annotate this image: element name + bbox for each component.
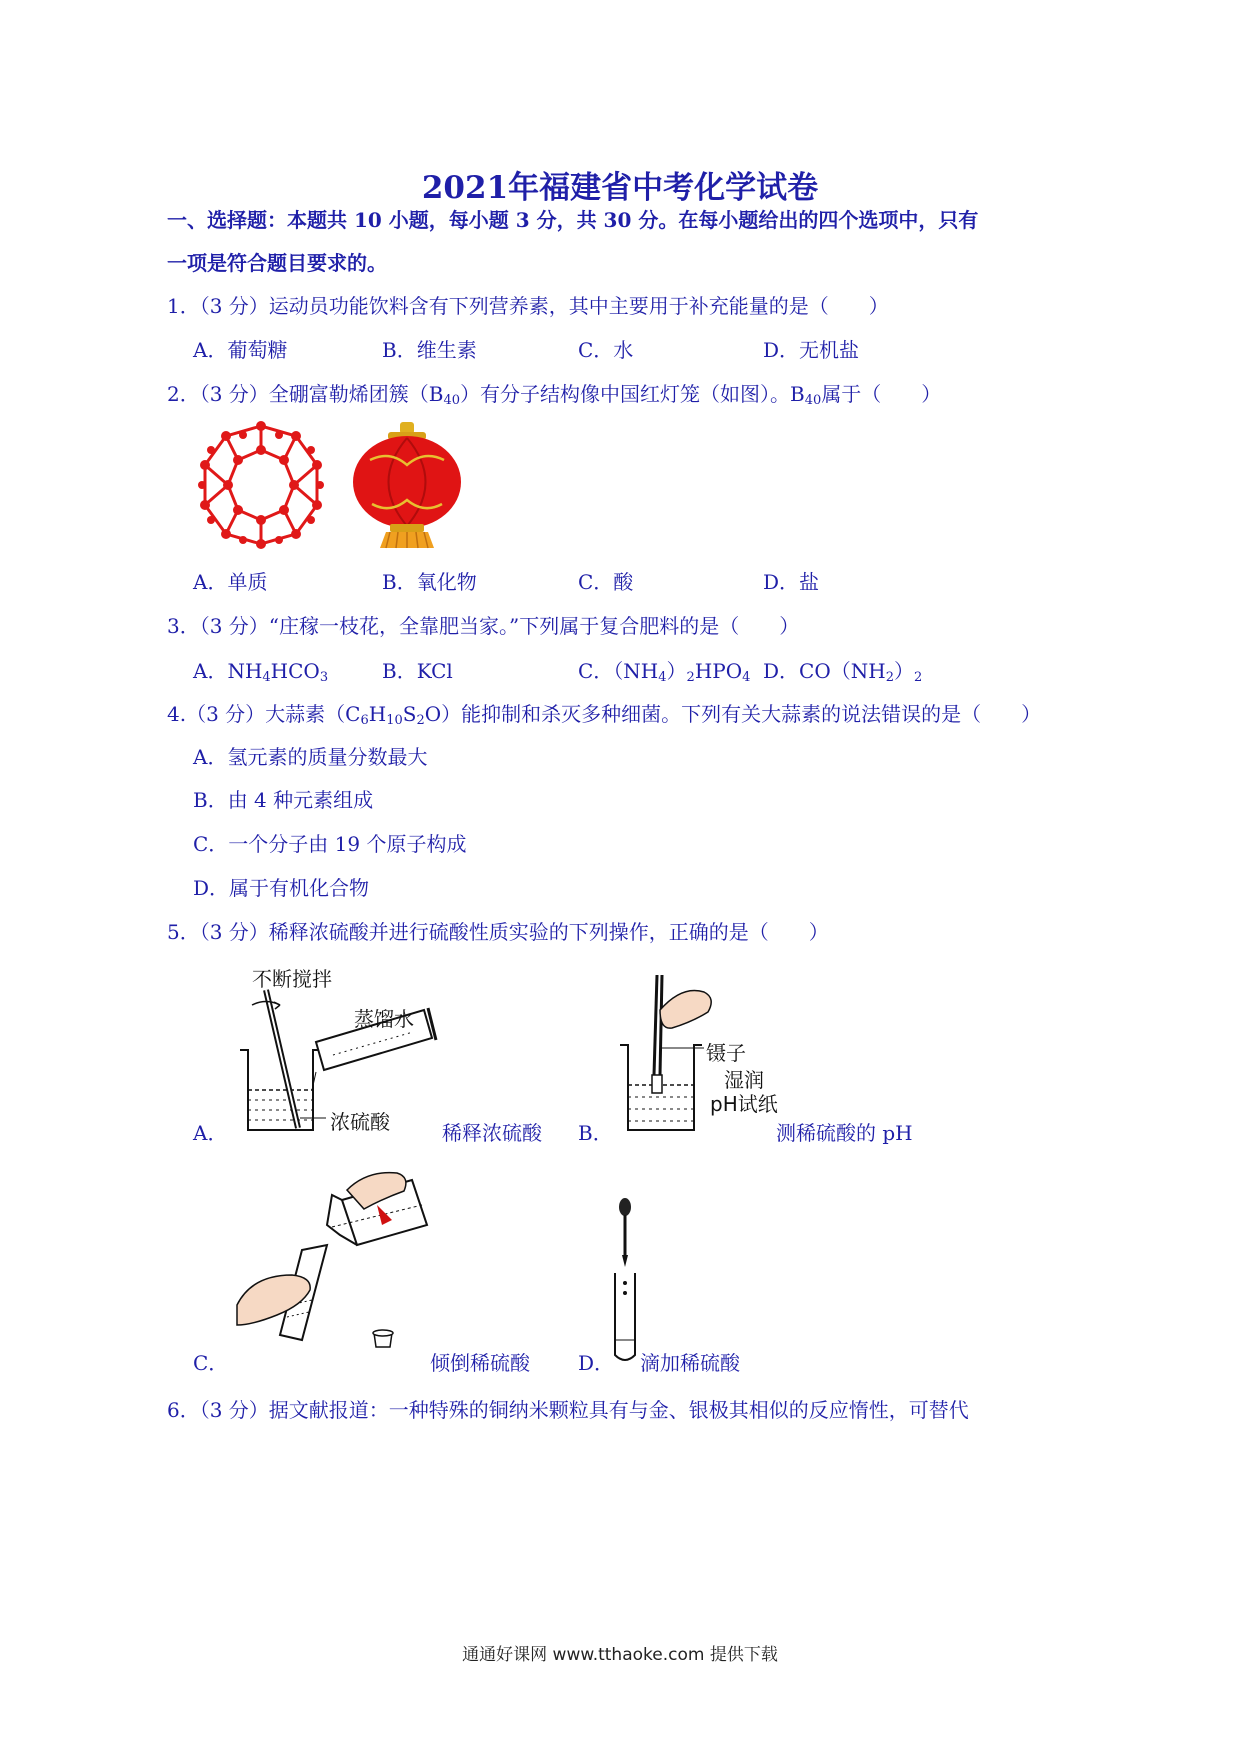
question-2-stem <box>167 378 941 408</box>
q2-stem-part: ）有分子结构像中国红灯笼（如图）。B <box>460 382 805 406</box>
formula-part: A．NH <box>193 659 263 683</box>
formula-part: ） <box>893 659 914 683</box>
question-3-option-c[interactable] <box>578 655 750 685</box>
q4-stem-part: S <box>402 702 417 726</box>
formula-subscript: 10 <box>386 713 403 728</box>
formula-part: ） <box>666 659 687 683</box>
page-footer: 通通好课网 www.tthaoke.com 提供下载 <box>462 1645 778 1665</box>
drip-acid-figure <box>612 1195 642 1365</box>
question-5-option-c-caption: 倾倒稀硫酸 <box>430 1351 530 1375</box>
question-1-option-a[interactable]: A．葡萄糖 <box>193 338 288 362</box>
q4-stem-part: 4.（3 分）大蒜素（C <box>167 702 361 726</box>
formula-subscript: 3 <box>319 670 329 685</box>
section-header-line2: 一项是符合题目要求的。 <box>167 251 387 275</box>
section-header-line1: 一、选择题：本题共 10 小题，每小题 3 分，共 30 分。在每小题给出的四个选项中，只有 <box>167 208 979 232</box>
q2-subscript: 40 <box>443 393 461 408</box>
question-4-option-c[interactable]: C．一个分子由 19 个原子构成 <box>193 832 467 856</box>
question-2-option-a[interactable]: A．单质 <box>193 570 268 594</box>
distilled-water-label: 蒸馏水 <box>354 1007 414 1031</box>
q2-stem-part: 2．（3 分）全硼富勒烯团簇（B <box>167 382 444 406</box>
question-3-option-d[interactable] <box>763 655 922 685</box>
formula-part: C．（NH <box>578 659 659 683</box>
formula-subscript: 2 <box>885 670 894 685</box>
question-4-option-b[interactable]: B．由 4 种元素组成 <box>193 788 374 812</box>
question-4-option-d[interactable]: D．属于有机化合物 <box>193 876 370 900</box>
question-4-stem <box>167 698 1041 728</box>
q4-stem-part: O）能抑制和杀灭多种细菌。下列有关大蒜素的说法错误的是（ ） <box>424 702 1042 726</box>
question-5-option-d[interactable]: D． <box>578 1351 615 1375</box>
pour-acid-figure <box>232 1165 432 1365</box>
q2-stem-part: 属于（ ） <box>821 382 942 406</box>
formula-part: D．CO（NH <box>763 659 886 683</box>
question-5-option-b-caption: 测稀硫酸的 pH <box>776 1121 913 1145</box>
q2-subscript: 40 <box>804 393 822 408</box>
question-5-option-c[interactable]: C． <box>193 1351 229 1375</box>
stir-label: 不断搅拌 <box>252 967 332 991</box>
formula-subscript: 4 <box>742 670 751 685</box>
question-5-option-b[interactable]: B． <box>578 1121 613 1145</box>
formula-part: HPO <box>694 659 743 683</box>
formula-part: HCO <box>270 659 320 683</box>
question-5-option-a[interactable]: A． <box>193 1121 228 1145</box>
question-2-option-c[interactable]: C．酸 <box>578 570 634 594</box>
ph-paper-label: pH试纸 <box>710 1092 778 1116</box>
question-4-option-a[interactable]: A．氢元素的质量分数最大 <box>193 745 428 769</box>
question-5-option-a-caption: 稀释浓硫酸 <box>442 1121 542 1145</box>
question-3-option-b[interactable]: B．KCl <box>382 659 453 683</box>
b40-molecule-figure <box>196 420 326 550</box>
formula-subscript: 6 <box>360 713 369 728</box>
page-title: 2021年福建省中考化学试卷 <box>421 170 819 206</box>
question-5-option-d-caption: 滴加稀硫酸 <box>640 1351 740 1375</box>
tweezers-label: 镊子 <box>706 1041 746 1065</box>
question-1-option-c[interactable]: C．水 <box>578 338 634 362</box>
formula-subscript: 4 <box>658 670 667 685</box>
question-1-option-b[interactable]: B．维生素 <box>382 338 477 362</box>
question-1-option-d[interactable]: D．无机盐 <box>763 338 860 362</box>
question-3-option-a[interactable] <box>193 655 328 685</box>
question-2-option-b[interactable]: B．氧化物 <box>382 570 477 594</box>
question-3-stem: 3．（3 分）“庄稼一枝花，全靠肥当家。”下列属于复合肥料的是（ ） <box>167 614 800 638</box>
q4-stem-part: H <box>368 702 387 726</box>
question-6-stem: 6．（3 分）据文献报道：一种特殊的铜纳米颗粒具有与金、银极其相似的反应惰性，可替代 <box>167 1398 969 1422</box>
question-1-stem: 1．（3 分）运动员功能饮料含有下列营养素，其中主要用于补充能量的是（ ） <box>167 294 889 318</box>
formula-subscript: 2 <box>686 670 695 685</box>
formula-subscript: 4 <box>262 670 271 685</box>
conc-acid-label: 浓硫酸 <box>330 1110 390 1134</box>
formula-subscript: 2 <box>416 713 425 728</box>
formula-subscript: 2 <box>913 670 923 685</box>
wet-label: 湿润 <box>724 1068 764 1092</box>
red-lantern-figure <box>350 420 465 550</box>
question-2-option-d[interactable]: D．盐 <box>763 570 820 594</box>
question-5-stem: 5．（3 分）稀释浓硫酸并进行硫酸性质实验的下列操作，正确的是（ ） <box>167 920 829 944</box>
